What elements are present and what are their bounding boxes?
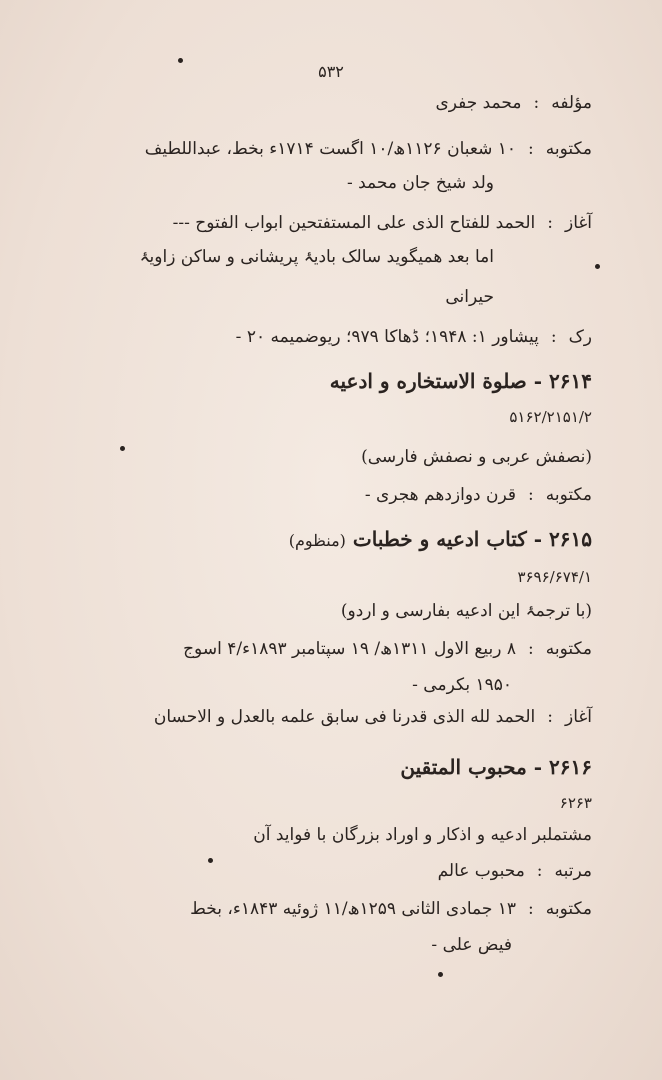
ink-speck <box>208 858 213 863</box>
entry-title: کتاب ادعیه و خطبات <box>352 527 527 551</box>
field-value: ۸ ربیع الاول ۱۳۱۱ھ/ ۱۹ سپتامبر ۱۸۹۳ء/۴ اسوج <box>183 639 516 659</box>
field-label: مکتوبه <box>545 139 592 159</box>
entry-title-suffix: (منظوم) <box>288 531 346 550</box>
shelf-mark: ۳۶۹۶/۶۷۴/۱ <box>517 568 592 586</box>
shelf-mark: ۵۱۶۲/۲۱۵۱/۲ <box>509 408 592 426</box>
entry-heading <box>330 370 592 392</box>
field-label: مکتوبه <box>545 899 592 919</box>
field-value: ۱۰ شعبان ۱۱۲۶ھ/۱۰ اگست ۱۷۱۴ء بخط، عبداللطیف <box>144 139 516 159</box>
field-label: مکتوبه <box>545 639 592 659</box>
entry-note: (نصفش عربی و نصفش فارسی) <box>361 447 592 467</box>
field-value: محمد جفری <box>435 93 522 113</box>
muallifa-line: مؤلفه:محمد جفری <box>435 93 592 113</box>
field-label: آغاز <box>564 707 592 727</box>
entry-heading <box>400 756 592 778</box>
field-label: رک <box>568 327 592 347</box>
maktuba-line: مکتوبه:۱۳ جمادی الثانی ۱۲۵۹ھ/۱۱ ژوئیه ۱۸۴۳ء، بخط <box>190 899 592 919</box>
rak-line: رک:پیشاور ۱: ۱۹۴۸؛ ڈھاکا ۹۷۹؛ ریوضمیمه ۲۰ - <box>235 327 592 347</box>
field-label: مکتوبه <box>545 485 592 505</box>
field-value: الحمد لله الذی قدرنا فی سابق علمه بالعدل و الاحسان <box>153 707 536 727</box>
field-label: آغاز <box>564 213 592 233</box>
maktuba-continuation: ۱۹۵۰ بکرمی - <box>412 675 512 695</box>
maktuba-continuation: فیض علی - <box>431 935 512 955</box>
field-label: مؤلفه <box>551 93 592 113</box>
entry-title: صلوة الاستخاره و ادعیه <box>329 369 527 393</box>
maktuba-continuation: ولد شیخ جان محمد - <box>346 173 494 193</box>
field-value: الحمد للفتاح الذی علی المستفتحین ابواب الفتوح --- <box>172 213 536 233</box>
maktuba-line: مکتوبه:قرن دوازدهم هجری - <box>364 485 592 505</box>
field-value: قرن دوازدهم هجری - <box>364 485 516 505</box>
entry-number: ۲۶۱۴ - <box>533 369 592 393</box>
entry-title: محبوب المتقین <box>400 755 527 779</box>
ink-speck <box>178 58 183 63</box>
entry-heading <box>289 528 592 552</box>
field-label: مرتبه <box>554 861 592 881</box>
aghaz-continuation: اما بعد همیگوید سالک بادیۂ پریشانی و ساکن زاویۂ <box>139 247 494 267</box>
ink-speck <box>595 264 600 269</box>
field-value: پیشاور ۱: ۱۹۴۸؛ ڈھاکا ۹۷۹؛ ریوضمیمه ۲۰ - <box>235 327 539 347</box>
page-number: ۵۳۲ <box>318 62 344 81</box>
maktuba-line: مکتوبه:۸ ربیع الاول ۱۳۱۱ھ/ ۱۹ سپتامبر ۱۸۹۳ء/۴ اسوج <box>183 639 592 659</box>
entry-note: مشتملبر ادعیه و اذکار و اوراد بزرگان با فواید آن <box>253 825 592 845</box>
aghaz-line: آغاز:الحمد للفتاح الذی علی المستفتحین ابواب الفتوح --- <box>172 213 592 233</box>
ink-speck <box>120 446 125 451</box>
field-value: ۱۳ جمادی الثانی ۱۲۵۹ھ/۱۱ ژوئیه ۱۸۴۳ء، بخط <box>190 899 516 919</box>
field-value: محبوب عالم <box>437 861 525 881</box>
entry-note: (با ترجمۂ این ادعیه بفارسی و اردو) <box>340 601 592 621</box>
aghaz-line: آغاز:الحمد لله الذی قدرنا فی سابق علمه بالعدل و الاحسان <box>153 707 592 727</box>
shelf-mark: ۶۲۶۳ <box>559 794 592 812</box>
aghaz-continuation-2: حیرانی <box>445 287 494 307</box>
maktuba-line: مکتوبه:۱۰ شعبان ۱۱۲۶ھ/۱۰ اگست ۱۷۱۴ء بخط، عبداللطیف <box>144 139 592 159</box>
ink-speck <box>438 972 443 977</box>
murattib-line: مرتبه:محبوب عالم <box>437 861 592 881</box>
entry-number: ۲۶۱۵ - <box>533 527 592 551</box>
entry-number: ۲۶۱۶ - <box>533 755 592 779</box>
